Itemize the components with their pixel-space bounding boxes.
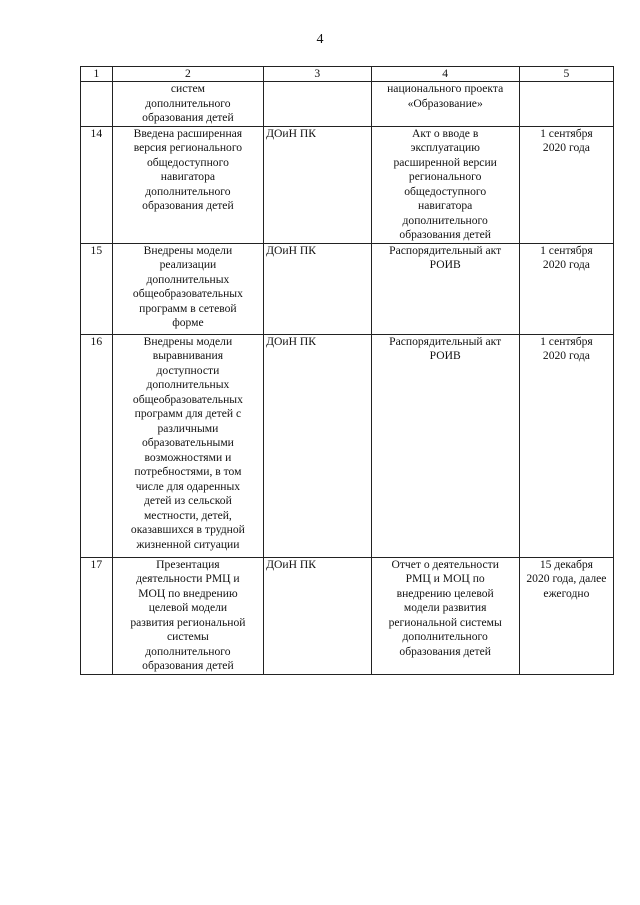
event-cell: Внедрены модели выравнивания доступности дополнительных общеобразовательных программ для детей с различными образовательными возможностями и потребностями, в том числе для одаренных детей из сельской местности, детей, оказавшихся в трудной жизненной ситуации [112, 334, 263, 557]
event-cell: Введена расширенная версия регионального общедоступного навигатора дополнительного образования детей [112, 126, 263, 243]
event-cell: Презентация деятельности РМЦ и МОЦ по внедрению целевой модели развития региональной системы дополнительного образования детей [112, 557, 263, 674]
deadline-cell: 1 сентября 2020 года [519, 243, 613, 334]
table-header-row [81, 67, 614, 82]
document-cell: Распорядительный акт РОИВ [371, 243, 519, 334]
page-number: 4 [316, 32, 324, 47]
header-col-2: 2 [112, 67, 263, 82]
document-cell: Акт о вводе в эксплуатацию расширенной версии регионального общедоступного навигатора дополнительного образования детей [371, 126, 519, 243]
table-row [81, 243, 614, 334]
header-col-5: 5 [519, 67, 613, 82]
event-cell: систем дополнительного образования детей [112, 82, 263, 127]
row-number: 16 [81, 334, 113, 557]
row-number: 17 [81, 557, 113, 674]
table-row [81, 557, 614, 674]
event-cell: Внедрены модели реализации дополнительных общеобразовательных программ в сетевой форме [112, 243, 263, 334]
document-cell: Отчет о деятельности РМЦ и МОЦ по внедрению целевой модели развития региональной системы дополнительного образования детей [371, 557, 519, 674]
responsible-cell: ДОиН ПК [264, 334, 371, 557]
document-cell: Распорядительный акт РОИВ [371, 334, 519, 557]
row-number: 14 [81, 126, 113, 243]
header-col-1: 1 [81, 67, 113, 82]
deadline-cell: 1 сентября 2020 года [519, 126, 613, 243]
row-number [81, 82, 113, 127]
table-row [81, 334, 614, 557]
responsible-cell: ДОиН ПК [264, 126, 371, 243]
deadline-cell [519, 82, 613, 127]
header-col-4: 4 [371, 67, 519, 82]
deadline-cell: 1 сентября 2020 года [519, 334, 613, 557]
table-row [81, 126, 614, 243]
table-row [81, 82, 614, 127]
deadline-cell: 15 декабря 2020 года, далее ежегодно [519, 557, 613, 674]
responsible-cell: ДОиН ПК [264, 557, 371, 674]
row-number: 15 [81, 243, 113, 334]
plan-table [80, 66, 614, 675]
header-col-3: 3 [264, 67, 371, 82]
responsible-cell: ДОиН ПК [264, 243, 371, 334]
document-cell: национального проекта «Образование» [371, 82, 519, 127]
responsible-cell [264, 82, 371, 127]
